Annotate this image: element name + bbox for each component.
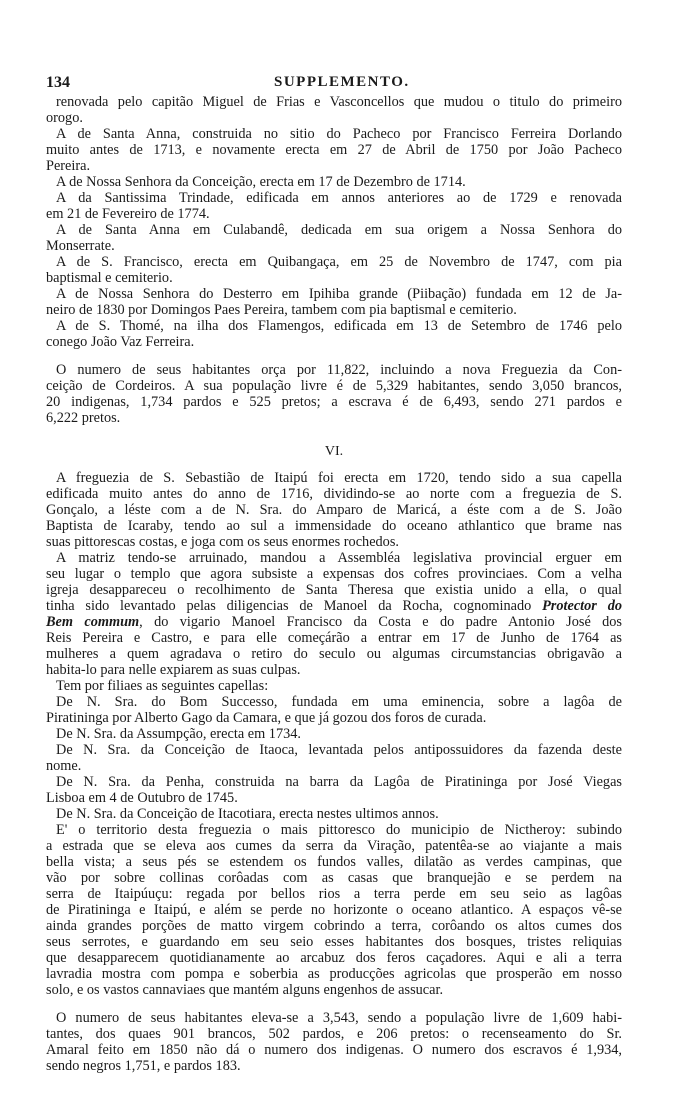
italic-phrase: Protector do bbox=[542, 598, 622, 614]
text-line: igreja desappareceu o recolhimento de Santa Theresa que existia unido a ella, o qual bbox=[46, 582, 622, 598]
text-line bbox=[46, 614, 622, 630]
text-line: que desapparecem quotidianamente ao arcabuz dos feros caçadores. Aqui e ali a terra bbox=[46, 950, 622, 966]
text-line: baptismal e cemiterio. bbox=[46, 270, 173, 286]
paragraph bbox=[46, 774, 622, 806]
text-line: ainda grandes porções de matto virgem cobrindo a terra, corôando os altos cumes dos bbox=[46, 918, 622, 934]
paragraph bbox=[46, 222, 622, 254]
text-line: A de Nossa Senhora do Desterro em Ipihiba grande (Piibação) fundada em 12 de Ja- bbox=[56, 286, 622, 302]
text-line: solo, e os vastos cannaviaes que mantém alguns engenhos de assucar. bbox=[46, 982, 444, 998]
paragraph bbox=[46, 678, 622, 694]
running-title: SUPPLEMENTO. bbox=[274, 74, 410, 90]
text-line: seus serrotes, e guardando em seu seio esses habitantes dos bosques, tristes reliquias bbox=[46, 934, 622, 950]
text-line: seu lugar o templo que agora subsiste a expensas dos cofres provinciaes. Com a velha bbox=[46, 566, 622, 582]
text-line: vão por sobre collinas corôadas com as casas que branquejão e se perdem na bbox=[46, 870, 622, 886]
paragraph-gap bbox=[46, 350, 622, 362]
paragraph bbox=[46, 190, 622, 222]
text-line: ceição de Cordeiros. A sua população livre é de 5,329 habitantes, sendo 3,050 brancos, bbox=[46, 378, 622, 394]
text-line: O numero de seus habitantes orça por 11,822, incluindo a nova Freguezia da Con- bbox=[56, 362, 622, 378]
text-line: A de S. Francisco, erecta em Quibangaça, em 25 de Novembro de 1747, com pia bbox=[56, 254, 622, 270]
text-line: lavradia mostra com pompa e soberbia as producções agricolas que prosperão em nosso bbox=[46, 966, 622, 982]
text-line: habita-lo para nelle expiarem as suas culpas. bbox=[46, 662, 301, 678]
paragraph bbox=[46, 742, 622, 774]
text-line: sendo negros 1,751, e pardos 183. bbox=[46, 1058, 241, 1074]
text-line: Piratininga por Alberto Gago da Camara, e que já gozou dos foros de curada. bbox=[46, 710, 487, 726]
text-line: A da Santissima Trindade, edificada em annos anteriores ao de 1729 e renovada bbox=[56, 190, 622, 206]
text-line: De N. Sra. da Conceição de Itacotiara, erecta nestes ultimos annos. bbox=[56, 806, 439, 822]
paragraph bbox=[46, 318, 622, 350]
text-line: renovada pelo capitão Miguel de Frias e Vasconcellos que mudou o titulo do primeiro bbox=[56, 94, 622, 110]
text-line: 20 indigenas, 1,734 pardos e 525 pretos; a escrava é de 6,493, sendo 271 pardos e bbox=[46, 394, 622, 410]
text-line: 6,222 pretos. bbox=[46, 410, 121, 426]
text-line: edificada muito antes do anno de 1716, dividindo-se ao norte com a freguezia de S. bbox=[46, 486, 622, 502]
text-line: tantes, dos quaes 901 brancos, 502 pardos, e 206 pretos: o recenseamento do Sr. bbox=[46, 1026, 622, 1042]
paragraph bbox=[46, 726, 622, 742]
page-body bbox=[46, 94, 622, 1074]
text-line: De N. Sra. da Conceição de Itaoca, levantada pelos antipossuidores da fazenda deste bbox=[56, 742, 622, 758]
paragraph bbox=[46, 1010, 622, 1074]
text-line: De N. Sra. do Bom Successo, fundada em uma eminencia, sobre a lagôa de bbox=[56, 694, 622, 710]
text-line: neiro de 1830 por Domingos Paes Pereira, tambem com pia baptismal e cemiterio. bbox=[46, 302, 517, 318]
text-line: Pereira. bbox=[46, 158, 91, 174]
text-line: nome. bbox=[46, 758, 82, 774]
paragraph bbox=[46, 126, 622, 174]
text-line: Tem por filiaes as seguintes capellas: bbox=[56, 678, 269, 694]
text-line: A de Santa Anna em Culabandê, dedicada em sua origem a Nossa Senhora do bbox=[56, 222, 622, 238]
text-line: De N. Sra. da Assumpção, erecta em 1734. bbox=[56, 726, 301, 742]
text-line: O numero de seus habitantes eleva-se a 3,543, sendo a população livre de 1,609 habi- bbox=[56, 1010, 622, 1026]
italic-phrase: Bem commum bbox=[46, 614, 140, 630]
paragraph bbox=[46, 94, 622, 126]
paragraph bbox=[46, 550, 622, 678]
paragraph bbox=[46, 470, 622, 550]
text-line: A freguezia de S. Sebastião de Itaipú foi erecta em 1720, tendo sido a sua capella bbox=[56, 470, 622, 486]
text-line: de Piratininga e Itaipú, e além se perde no horizonte o oceano atlantico. A espaços vê-se bbox=[46, 902, 622, 918]
paragraph bbox=[46, 694, 622, 726]
text-line: Baptista de Icaraby, tendo ao sul a immensidade do oceano athlantico que brame nas bbox=[46, 518, 622, 534]
paragraph bbox=[46, 254, 622, 286]
text-segment: tinha sido levantado pelas diligencias de Manoel da Rocha, cognominado bbox=[46, 598, 543, 614]
text-line: em 21 de Fevereiro de 1774. bbox=[46, 206, 210, 222]
text-line: Gonçalo, a léste com a de N. Sra. do Amparo de Maricá, a éste com a de S. João bbox=[46, 502, 622, 518]
text-line: Amaral feito em 1850 não dá o numero dos indigenas. O numero dos escravos é 1,934, bbox=[46, 1042, 622, 1058]
text-line: A de S. Thomé, na ilha dos Flamengos, edificada em 13 de Setembro de 1746 pelo bbox=[56, 318, 622, 334]
text-line: serra de Itaipúuçu: regada por bellos rios a terra perde em seu seio as lagôas bbox=[46, 886, 622, 902]
paragraph-gap bbox=[46, 998, 622, 1010]
text-line: muito antes de 1713, e novamente erecta em 27 de Abril de 1750 por João Pacheco bbox=[46, 142, 622, 158]
text-line: Reis Pereira e Castro, e para elle começárão a entrar em 17 de Junho de 1764 as bbox=[46, 630, 622, 646]
page-header bbox=[46, 74, 624, 91]
text-line: A de Nossa Senhora da Conceição, erecta em 17 de Dezembro de 1714. bbox=[56, 174, 466, 190]
text-line: Lisboa em 4 de Outubro de 1745. bbox=[46, 790, 238, 806]
text-line: A matriz tendo-se arruinado, mandou a Assembléa legislativa provincial erguer em bbox=[56, 550, 622, 566]
paragraph bbox=[46, 822, 622, 998]
text-line: bella vista; a seus pés se estendem os fundos valles, dilatão as verdes campinas, que bbox=[46, 854, 622, 870]
text-line: orogo. bbox=[46, 110, 83, 126]
paragraph bbox=[46, 362, 622, 426]
paragraph bbox=[46, 806, 622, 822]
paragraph bbox=[46, 174, 622, 190]
text-line: De N. Sra. da Penha, construida na barra da Lagôa de Piratininga por José Viegas bbox=[56, 774, 622, 790]
paragraph bbox=[46, 286, 622, 318]
text-line bbox=[46, 598, 622, 614]
text-line: E' o territorio desta freguezia o mais pittoresco do municipio de Nictheroy: subindo bbox=[56, 822, 622, 838]
text-line: suas pittorescas costas, e joga com os seus enormes rochedos. bbox=[46, 534, 399, 550]
text-line: conego João Vaz Ferreira. bbox=[46, 334, 195, 350]
text-line: mulheres a quem agradava o retiro do seculo ou algumas circumstancias obrigavão a bbox=[46, 646, 622, 662]
text-line: a estrada que se eleva aos cumes da serra da Viração, patentêa-se ao viajante a mais bbox=[46, 838, 622, 854]
text-line: A de Santa Anna, construida no sitio do Pacheco por Francisco Ferreira Dorlando bbox=[56, 126, 622, 142]
text-segment: , do vigario Manoel Francisco da Costa e do padre Antonio José dos bbox=[139, 614, 622, 630]
page-number: 134 bbox=[46, 74, 70, 91]
text-line: Monserrate. bbox=[46, 238, 115, 254]
section-heading: VI. bbox=[324, 444, 344, 459]
